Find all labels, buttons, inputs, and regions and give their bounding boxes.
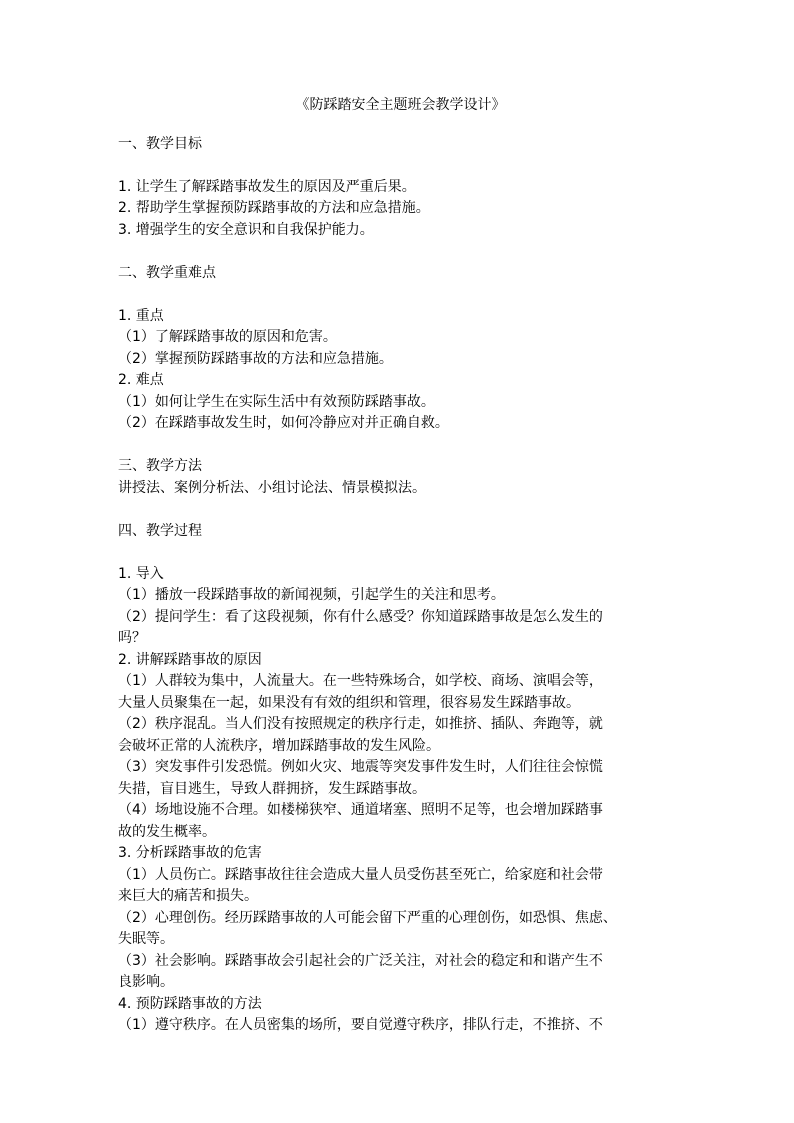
process-line: （1）人员伤亡。踩踏事故往往会造成大量人员受伤甚至死亡，给家庭和社会带	[118, 866, 603, 883]
process-line: 良影响。	[118, 974, 174, 990]
process-line: 故的发生概率。	[118, 823, 216, 840]
section-heading-key-points: 二、教学重难点	[118, 264, 216, 281]
process-line: 吗？	[118, 630, 146, 646]
process-line: （1）遵守秩序。在人员密集的场所，要自觉遵守秩序，排队行走，不推挤、不	[118, 1017, 603, 1033]
key-point-line: （1）了解踩踏事故的原因和危害。	[118, 329, 337, 345]
section-heading-goals: 一、教学目标	[118, 135, 202, 152]
goal-item: 2. 帮助学生掌握预防踩踏事故的方法和应急措施。	[118, 200, 430, 216]
process-line: （2）心理创伤。经历踩踏事故的人可能会留下严重的心理创伤，如恐惧、焦虑、	[118, 909, 617, 926]
process-line: 来巨大的痛苦和损失。	[118, 888, 258, 904]
process-line: 4. 预防踩踏事故的方法	[118, 995, 262, 1012]
key-point-line: （2）掌握预防踩踏事故的方法和应急措施。	[118, 350, 393, 367]
document-title: 《防踩踏安全主题班会教学设计》	[295, 97, 506, 113]
key-point-line: （1）如何让学生在实际生活中有效预防踩踏事故。	[118, 393, 435, 410]
methods-text: 讲授法、案例分析法、小组讨论法、情景模拟法。	[118, 479, 426, 496]
document-body	[118, 95, 683, 1037]
process-line: 失眠等。	[118, 931, 174, 947]
process-line: 会破坏正常的人流秩序，增加踩踏事故的发生风险。	[118, 737, 440, 754]
section-heading-methods: 三、教学方法	[118, 458, 202, 474]
goal-item: 1. 让学生了解踩踏事故发生的原因及严重后果。	[118, 178, 416, 195]
process-line: （3）社会影响。踩踏事故会引起社会的广泛关注，对社会的稳定和和谐产生不	[118, 952, 603, 969]
process-line: （2）秩序混乱。当人们没有按照规定的秩序行走，如推挤、插队、奔跑等，就	[118, 716, 603, 732]
process-line: 3. 分析踩踏事故的危害	[118, 845, 262, 861]
process-line: 失措，盲目逃生，导致人群拥挤，发生踩踏事故。	[118, 780, 426, 797]
process-line: 大量人员聚集在一起，如果没有有效的组织和管理，很容易发生踩踏事故。	[118, 694, 580, 711]
section-heading-process: 四、教学过程	[118, 522, 202, 539]
process-line: （1）播放一段踩踏事故的新闻视频，引起学生的关注和思考。	[118, 587, 505, 603]
process-line: （3）突发事件引发恐慌。例如火灾、地震等突发事件发生时，人们往往会惊慌	[118, 759, 603, 775]
process-line: 2. 讲解踩踏事故的原因	[118, 651, 262, 668]
key-point-line: 1. 重点	[118, 307, 164, 324]
process-line: 1. 导入	[118, 565, 164, 582]
key-point-line: （2）在踩踏事故发生时，如何冷静应对并正确自救。	[118, 415, 449, 431]
process-line: （4）场地设施不合理。如楼梯狭窄、通道堵塞、照明不足等，也会增加踩踏事	[118, 802, 603, 818]
goal-item: 3. 增强学生的安全意识和自我保护能力。	[118, 221, 374, 238]
key-point-line: 2. 难点	[118, 372, 164, 388]
process-line: （2）提问学生：看了这段视频，你有什么感受？你知道踩踏事故是怎么发生的	[118, 608, 603, 625]
process-line: （1）人群较为集中，人流量大。在一些特殊场合，如学校、商场、演唱会等，	[118, 673, 603, 689]
